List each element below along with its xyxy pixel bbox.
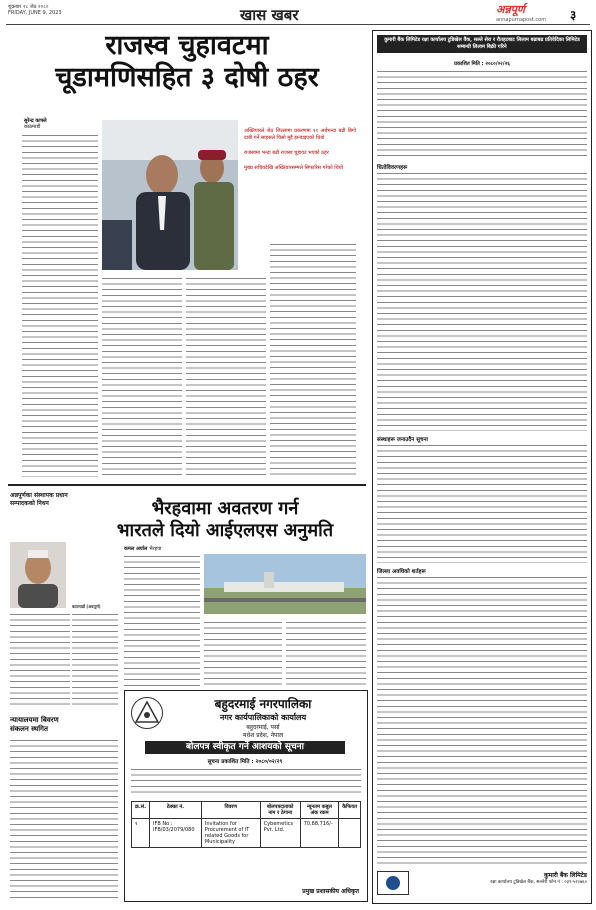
lead-byline xyxy=(24,118,94,130)
municipality-emblem-icon xyxy=(131,697,163,729)
notice-table xyxy=(131,801,361,848)
lead-headline-line-1: राजस्व चुहावटमा xyxy=(105,30,269,61)
bank-notice-intro xyxy=(377,69,587,159)
second-byline xyxy=(124,546,161,552)
lead-headline xyxy=(8,30,366,94)
second-byline-name: कमल अर्याल xyxy=(124,546,148,552)
notice-date: सूचना प्रकाशित मिति : २०८०/०२/२९ xyxy=(207,759,283,765)
airport-photo xyxy=(204,554,366,614)
col-header: ठेक्का नं. xyxy=(150,802,202,819)
second-headline xyxy=(84,498,366,542)
cell-bidder: Cybemetics Pvt. Ltd. xyxy=(260,819,300,848)
page-number: ३ xyxy=(570,8,577,22)
second-headline-line-1: भैरहवामा अवतरण गर्न xyxy=(151,498,299,519)
municipality-province: मधेश प्रदेश, नेपाल xyxy=(242,732,284,739)
obituary-body-2 xyxy=(72,612,118,706)
bank-logo-icon xyxy=(377,871,409,895)
lead-photo xyxy=(102,120,238,270)
col-header: विवरण xyxy=(201,802,260,819)
second-body-col-3 xyxy=(286,620,366,686)
second-byline-dateline: भैरहवा xyxy=(149,546,162,552)
masthead-date xyxy=(8,4,62,16)
municipality-notice xyxy=(124,690,368,902)
brief-title-2: संकलन स्थगित xyxy=(10,725,48,733)
lead-bottom-rule xyxy=(8,484,366,486)
highlight-3: मुख्य सचिवदेखि अख्तियारसम्मले सिफारिस गरेको थियो xyxy=(244,165,343,171)
bank-footer-sub: रक्षा कार्यालय टुडिखेल बैंक, सल्लेरी फोन नं : ०३१-५२०७६० xyxy=(490,880,587,885)
col-header: कैफियत xyxy=(339,802,361,819)
lead-body-col-3 xyxy=(186,276,266,476)
date-nepali: शुक्रबार २८ जेठ २०८० xyxy=(8,4,49,10)
second-body-col-1 xyxy=(124,554,200,686)
section-title: खास खबर xyxy=(240,6,299,24)
date-english: FRIDAY, JUNE 9, 2023 xyxy=(8,10,62,16)
header-divider xyxy=(6,24,590,25)
highlight-2: राजस्वमा भन्दा बढी राजस्व चुहावट भएको ठहर xyxy=(244,150,329,156)
cell-amount: 70,88,716/- xyxy=(300,819,339,848)
cell-description: Invitation for Procurement of IT related Goods for Municipality xyxy=(201,819,260,848)
lead-body-col-2 xyxy=(102,276,182,476)
highlight-1: अख्तियारले जेठ जिल्लामा प्रकरणमा ११ अर्बभन्दा बढी बिगो दाबी गर्ने साहसले चिसो मुद्दै झन्डाइएको थियो xyxy=(244,128,356,141)
municipality-title: बहुदरमाई नगरपालिका xyxy=(214,697,312,711)
obituary-body xyxy=(10,612,70,706)
brand-logo xyxy=(496,2,546,23)
brief-body xyxy=(10,738,118,898)
bank-notice-date: प्रकाशित मिति : २०८०/०२/२६ xyxy=(454,61,510,67)
municipality-address: बहुदरमाई, पर्सा xyxy=(246,724,280,731)
byline-dateline: काठमाडौं xyxy=(24,124,41,130)
cell-contract: IFB No : IFB/03/2079/080 xyxy=(150,819,202,848)
bank-section-3-body xyxy=(377,575,587,865)
bottom-brief-title xyxy=(10,716,118,734)
second-headline-line-2: भारतले दियो आईएलएस अनुमति xyxy=(116,520,334,541)
bank-section-1: धितोविवरणहरू xyxy=(377,165,408,171)
col-header: क्र.सं. xyxy=(132,802,150,819)
bank-section-2: संस्थाहरू जनाउदैन सूचना xyxy=(377,437,428,443)
bank-section-2-body xyxy=(377,443,587,563)
brief-title-1: न्यायालयमा बिवरण xyxy=(10,716,59,724)
lead-body-col-1 xyxy=(22,133,98,477)
obituary-kicker xyxy=(10,492,70,508)
col-header: बोलपत्रदाताको नाम र ठेगाना xyxy=(260,802,300,819)
side-byline: काठमाडौं (अन्नपूर्ण) xyxy=(72,604,101,609)
notice-body xyxy=(131,767,361,797)
bank-footer: कुमारी बैंक लिमिटेड xyxy=(544,872,587,879)
bank-section-3: जिल्ला अवधिको शर्तहरू xyxy=(377,569,426,575)
brand-site: annapurnapost.com xyxy=(496,17,547,23)
obituary-photo xyxy=(10,542,66,608)
lead-highlights xyxy=(244,128,356,172)
lead-body-col-4 xyxy=(270,242,356,476)
byline-name: सुरेन्द्र काफ्ले xyxy=(24,118,47,124)
bank-notice-title: कुमारी बैंक लिमिटेड रक्षा कार्यालय टुडिखेल वैंक, सल्ले सेरा र रौतहटबाट लिलाम बढाबढ प्रतिवेदिका लिमिटेड सम्बन्धी लिलाम बिक्री गरिने xyxy=(377,35,587,53)
bank-notice xyxy=(372,30,592,904)
second-body-col-2 xyxy=(204,620,282,686)
notice-banner: बोलपत्र स्वीकृत गर्ने आशयको सूचना xyxy=(145,741,345,754)
brand-name: अन्नपूर्ण xyxy=(496,3,525,16)
cell-remark xyxy=(339,819,361,848)
lead-headline-line-2: चूडामणिसहित ३ दोषी ठहर xyxy=(55,62,319,93)
kicker-text: अन्नपूर्णका संस्थापक प्रधान सम्पादकको निधन xyxy=(10,492,68,507)
bank-section-1-body xyxy=(377,171,587,431)
municipality-subtitle: नगर कार्यपालिकाको कार्यालय xyxy=(219,713,307,722)
cell-sn: १ xyxy=(132,819,150,848)
notice-table-header xyxy=(132,802,361,819)
col-header: न्यूनतम कबुल अंक रकम xyxy=(300,802,339,819)
table-row xyxy=(132,819,361,848)
notice-signoff: प्रमुख प्रशासकीय अधिकृत xyxy=(302,888,359,895)
